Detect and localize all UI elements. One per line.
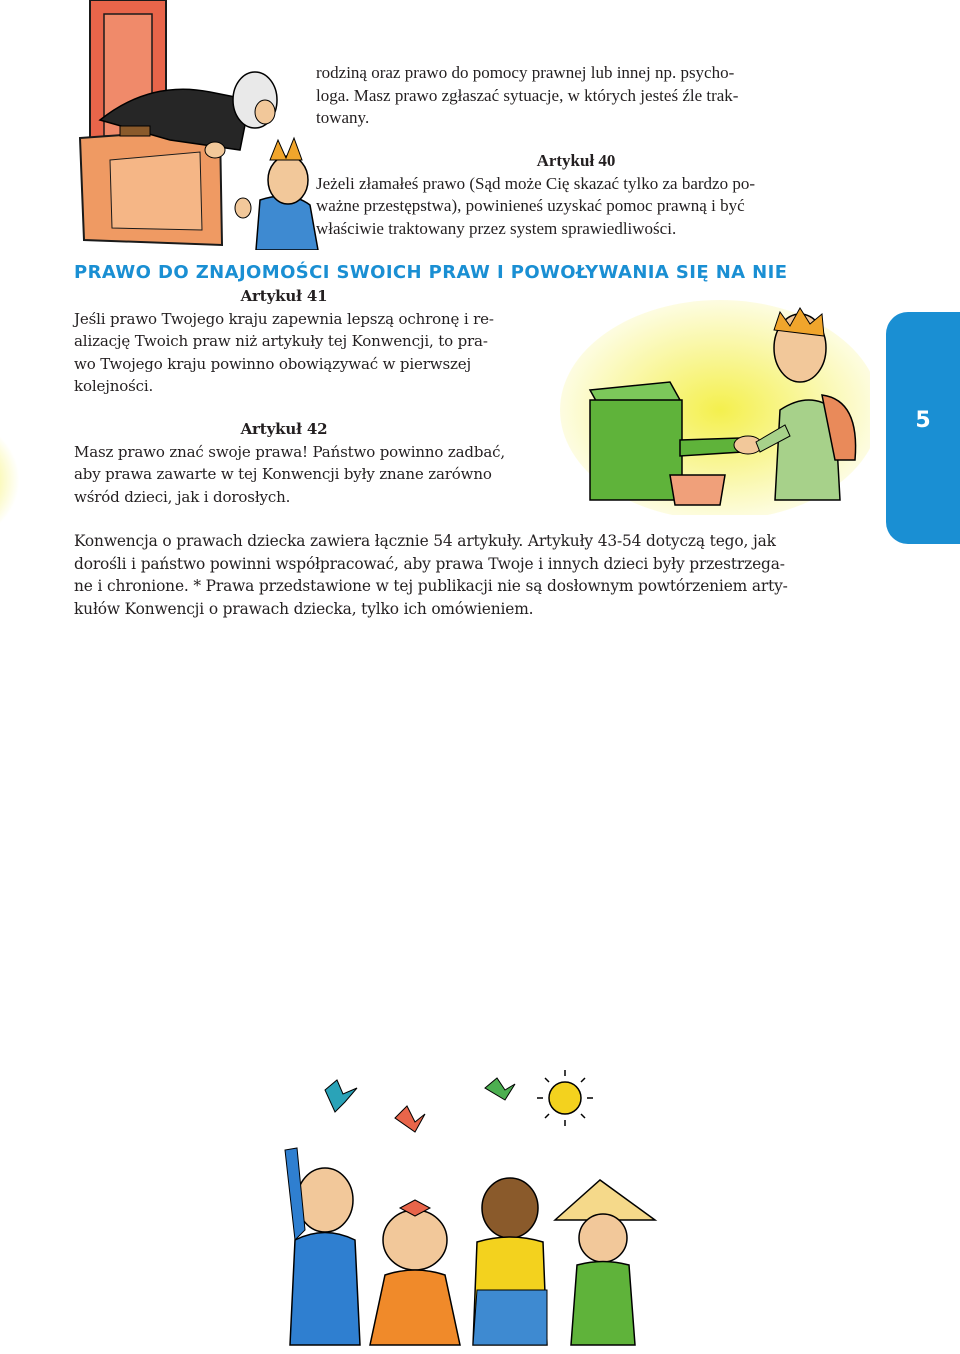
- text-line: Masz prawo znać swoje prawa! Państwo powinno zadbać,: [74, 442, 505, 461]
- text-line: Konwencja o prawach dziecka zawiera łącznie 54 artykuły. Artykuły 43-54 dotyczą tego, jak: [74, 532, 776, 550]
- text-line: loga. Masz prawo zgłaszać sytuacje, w których jesteś źle trak-: [316, 85, 739, 105]
- article-42-title: Artykuł 42: [240, 420, 328, 438]
- section-heading: PRAWO DO ZNAJOMOŚCI SWOICH PRAW I POWOŁYWANIA SIĘ NA NIE: [74, 262, 788, 283]
- text-line: kolejności.: [74, 377, 154, 395]
- judge-illustration: [60, 0, 320, 250]
- closing-paragraph: [74, 530, 854, 620]
- intro-paragraph: [316, 62, 836, 130]
- article-40-title: Artykuł 40: [536, 151, 616, 170]
- text-line: dorośli i państwo powinni współpracować, aby prawa Twoje i innych dzieci były przestrzega-: [74, 554, 785, 573]
- article-41-title: Artykuł 41: [240, 287, 328, 305]
- handshake-illustration: [560, 300, 870, 515]
- text-line: wśród dzieci, jak i dorosłych.: [74, 487, 291, 506]
- article-41: [74, 285, 534, 398]
- text-line: kułów Konwencji o prawach dziecka, tylko ich omówieniem.: [74, 599, 534, 618]
- text-line: towany.: [316, 108, 370, 127]
- text-line: rodziną oraz prawo do pomocy prawnej lub innej np. psycho-: [316, 63, 735, 82]
- text-line: aby prawa zawarte w tej Konwencji były znane zarówno: [74, 465, 492, 483]
- yellow-glow-top: [0, 420, 20, 540]
- chapter-number: 5: [915, 408, 931, 433]
- text-line: ważne przestępstwa), powinieneś uzyskać pomoc prawną i być: [316, 196, 745, 215]
- children-illustration: [265, 1060, 665, 1350]
- chapter-tab: [886, 312, 960, 544]
- text-line: właściwie traktowany przez system sprawiedliwości.: [316, 218, 677, 238]
- article-40: [316, 150, 836, 240]
- text-line: wo Twojego kraju powinno obowiązywać w pierwszej: [74, 354, 471, 373]
- text-line: ne i chronione. * Prawa przedstawione w tej publikacji nie są dosłownym powtórzeniem arty-: [74, 577, 788, 595]
- text-line: alizację Twoich praw niż artykuły tej Konwencji, to pra-: [74, 332, 488, 350]
- article-42: [74, 418, 544, 508]
- text-line: Jeśli prawo Twojego kraju zapewnia lepszą ochronę i re-: [74, 309, 494, 328]
- text-line: Jeżeli złamałeś prawo (Sąd może Cię skazać tylko za bardzo po-: [316, 173, 755, 193]
